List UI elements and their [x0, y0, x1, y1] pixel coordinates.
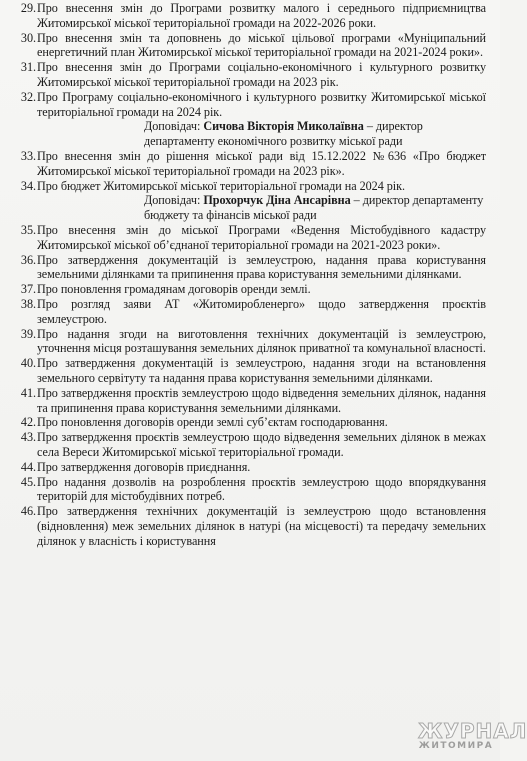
item-text: Про затвердження документацій із землеустрою, надання згоди на встановлення земельного сервітуту та надання права користування земельними ділянками.: [37, 356, 486, 385]
item-number: 39.: [20, 326, 36, 341]
item-text: Про внесення змін до Програми соціально-економічного і культурного розвитку Житомирської міської територіальної громади на 2023 рік.: [37, 60, 486, 89]
speaker-block-2: [144, 193, 486, 223]
item-text: Про внесення змін до міської Програми «Ведення Містобудівного кадастру Житомирської міської об’єднаної територіальної громади на 2021-2023 роки».: [37, 222, 486, 252]
item-number: 38.: [20, 296, 36, 311]
item-text: Про затвердження договорів приєднання.: [37, 459, 251, 474]
item-number: 43.: [20, 430, 36, 445]
watermark-subtitle: ЖИТОМИРА: [418, 741, 494, 751]
item-text: Про затвердження документацій із землеустрою, надання права користування земельними ділянками та припинення права користування земельними ділянками.: [37, 252, 486, 282]
agenda-item-35: [0, 223, 486, 253]
item-text: Про затвердження проєктів землеустрою щодо відведення земельних ділянок в межах села Вереси Житомирської міської територіальної громади.: [37, 430, 486, 459]
watermark-title: ЖУРНАЛ: [418, 719, 527, 743]
item-text: Про затвердження проєктів землеустрою щодо відведення земельних ділянок, надання та припинення права користування земельними ділянками.: [37, 385, 486, 415]
publisher-watermark: [418, 719, 527, 757]
agenda-item-31: [0, 60, 486, 90]
item-text: Про бюджет Житомирської міської територіальної громади на 2024 рік.: [37, 178, 406, 193]
item-number: 31.: [20, 60, 36, 75]
item-text: Про поновлення договорів оренди землі суб’єктам господарювання.: [37, 415, 388, 430]
agenda-item-32: [0, 90, 486, 120]
item-number: 34.: [20, 178, 36, 193]
item-text: Про внесення змін до Програми розвитку малого і середнього підприємництва Житомирської міської територіальної громади на 2022-2026 роки.: [37, 1, 486, 30]
agenda-item-44: [0, 460, 486, 475]
speaker-name: Сичова Вікторія Миколаївна: [203, 119, 364, 134]
item-number: 33.: [20, 148, 36, 163]
speaker-role: – директор департаменту економічного розвитку міської ради: [144, 119, 423, 149]
item-number: 35.: [20, 222, 36, 237]
speaker-block-1: [144, 119, 486, 149]
item-number: 37.: [20, 282, 36, 297]
agenda-item-45: [0, 475, 486, 505]
agenda-item-39: [0, 327, 486, 357]
item-number: 44.: [20, 459, 36, 474]
item-number: 41.: [20, 385, 36, 400]
agenda-item-37: [0, 282, 486, 297]
item-text: Про внесення змін до рішення міської ради від 15.12.2022 №636 «Про бюджет Житомирської міської територіальної громади на 2023 рік».: [37, 148, 486, 178]
agenda-item-41: [0, 386, 486, 416]
agenda-item-46: [0, 504, 486, 548]
item-number: 30.: [20, 30, 36, 45]
speaker-prefix: Доповідач:: [144, 193, 201, 208]
item-number: 36.: [20, 252, 36, 267]
speaker-name: Прохорчук Діна Ансарівна: [203, 193, 351, 208]
item-text: Про Програму соціально-економічного і культурного розвитку Житомирської міської територіальної громади на 2024 рік.: [37, 89, 486, 119]
agenda-item-43: [0, 430, 486, 460]
item-text: Про розгляд заяви АТ «Житомиробленерго» щодо затвердження проєктів землеустрою.: [37, 296, 486, 326]
item-number: 46.: [20, 504, 36, 519]
agenda-item-42: [0, 415, 486, 430]
item-number: 40.: [20, 356, 36, 371]
agenda-item-38: [0, 297, 486, 327]
speaker-role: – директор департаменту бюджету та фінансів міської ради: [144, 193, 484, 223]
item-text: Про внесення змін та доповнень до міської цільової програми «Муніципальний енергетичний план Житомирської міської територіальної громади на 2021-2024 роки».: [37, 30, 486, 60]
item-text: Про надання згоди на виготовлення технічних документацій із землеустрою, уточнення місця розташування земельних ділянок приватної та комунальної власності.: [37, 326, 486, 356]
speaker-prefix: Доповідач:: [144, 119, 201, 134]
item-number: 29.: [20, 1, 36, 15]
item-number: 45.: [20, 474, 36, 489]
item-number: 32.: [20, 89, 36, 104]
item-text: Про затвердження технічних документацій із землеустрою щодо встановлення (відновлення) меж земельних ділянок в натурі (на місцевості) та передачу земельних ділянок у власність і користування: [37, 504, 486, 548]
agenda-item-40: [0, 356, 486, 386]
agenda-item-34: [0, 179, 486, 194]
agenda-item-33: [0, 149, 486, 179]
item-text: Про надання дозволів на розроблення проєктів землеустрою щодо впорядкування територій для містобудівних потреб.: [37, 474, 486, 504]
agenda-item-36: [0, 253, 486, 283]
agenda-item-29: [0, 1, 486, 31]
item-text: Про поновлення громадянам договорів оренди землі.: [37, 282, 311, 297]
item-number: 42.: [20, 415, 36, 430]
agenda-item-30: [0, 31, 486, 61]
